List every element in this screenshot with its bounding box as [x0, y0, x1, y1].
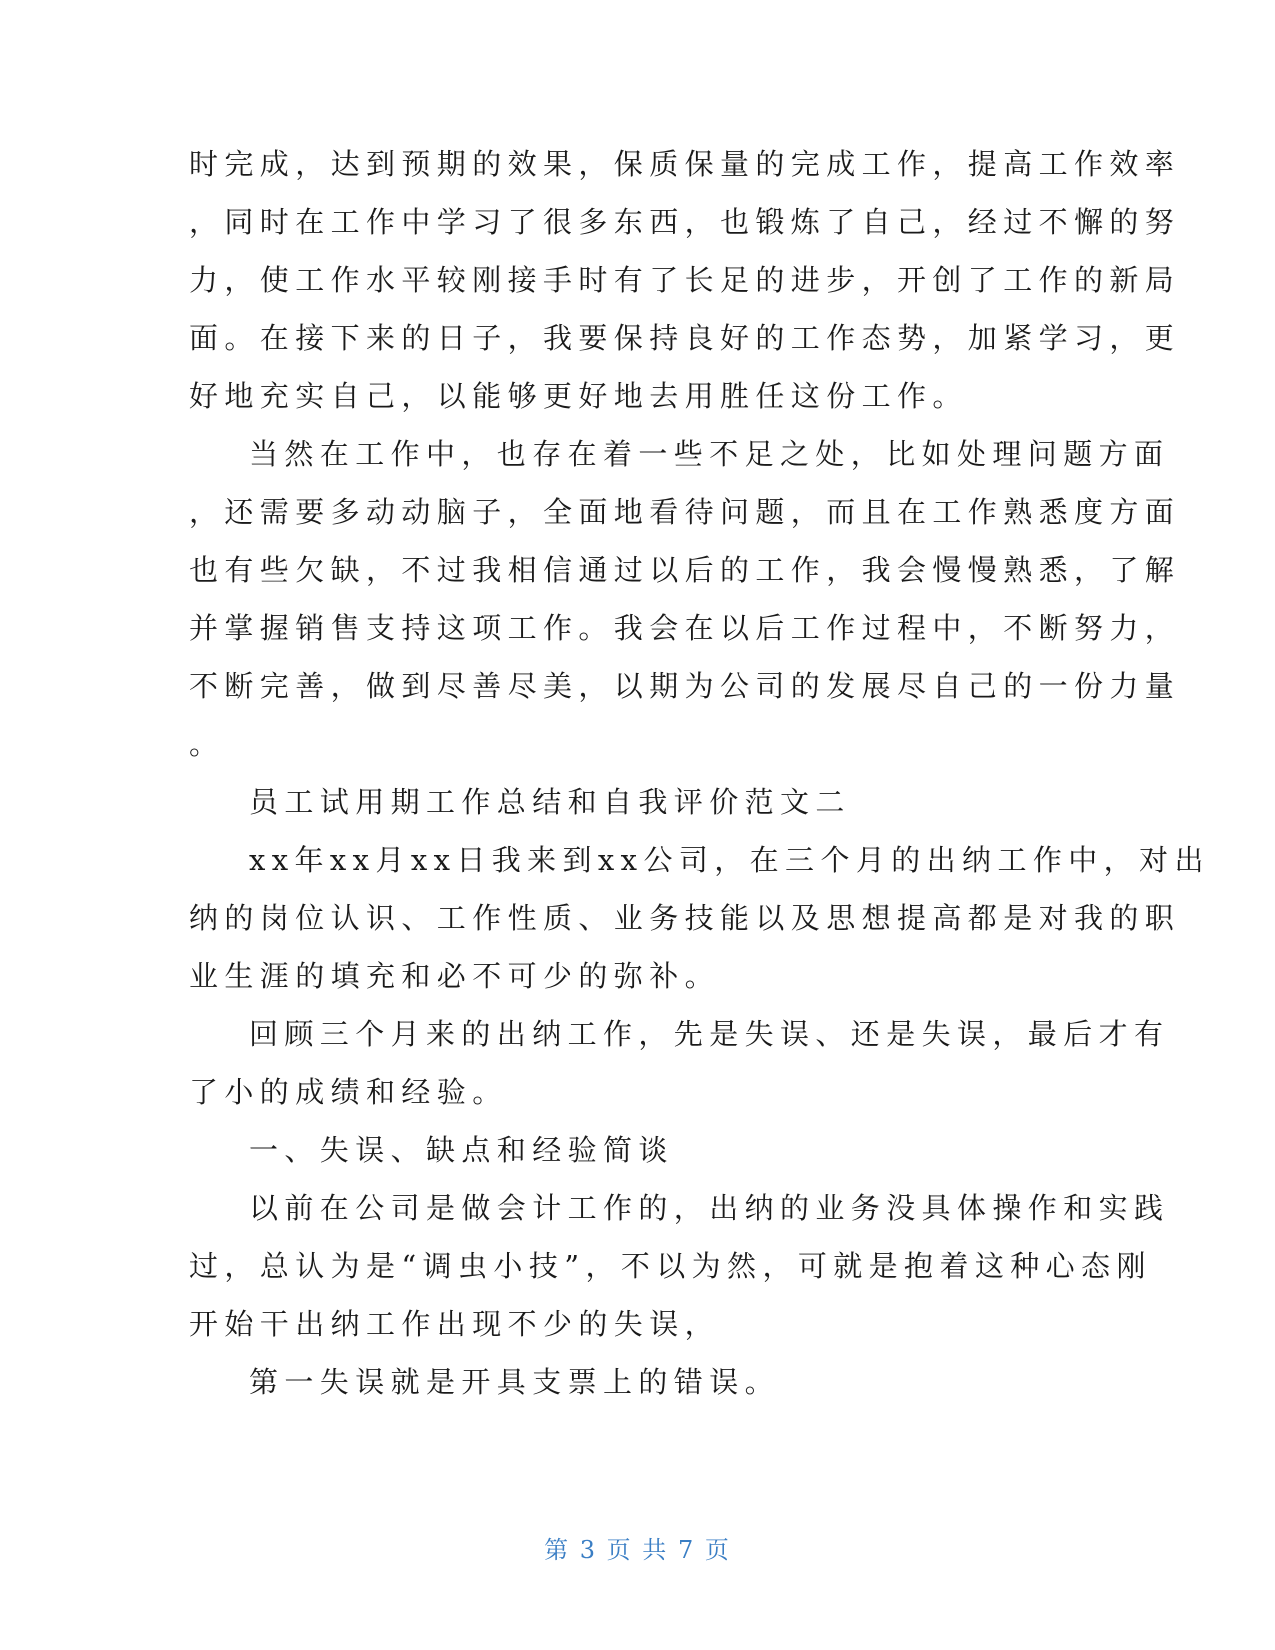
body-line: 纳的岗位认识、工作性质、业务技能以及思想提高都是对我的职: [189, 901, 1181, 935]
body-line: 并掌握销售支持这项工作。我会在以后工作过程中，不断努力，: [189, 611, 1181, 645]
section-title: 员工试用期工作总结和自我评价范文二: [249, 785, 851, 819]
body-line: 过，总认为是“调虫小技”，不以为然，可就是抱着这种心态刚: [189, 1249, 1152, 1283]
body-line: 业生涯的填充和必不可少的弥补。: [189, 959, 721, 993]
body-line: 开始干出纳工作出现不少的失误，: [189, 1307, 721, 1341]
body-line: ，还需要多动动脑子，全面地看待问题，而且在工作熟悉度方面: [189, 495, 1181, 529]
body-line: 了小的成绩和经验。: [189, 1075, 508, 1109]
paragraph-start: 第一失误就是开具支票上的错误。: [249, 1365, 781, 1399]
body-line: 面。在接下来的日子，我要保持良好的工作态势，加紧学习，更: [189, 321, 1181, 355]
body-line: 不断完善，做到尽善尽美，以期为公司的发展尽自己的一份力量: [189, 669, 1181, 703]
body-line: ，同时在工作中学习了很多东西，也锻炼了自己，经过不懈的努: [189, 205, 1181, 239]
body-line: 。: [189, 727, 225, 761]
paragraph-start: 当然在工作中，也存在着一些不足之处，比如处理问题方面: [249, 437, 1170, 471]
page-number-label: 第 3 页 共 7 页: [544, 1536, 731, 1564]
paragraph-start: 以前在公司是做会计工作的，出纳的业务没具体操作和实践: [249, 1191, 1170, 1225]
page-footer: [0, 1530, 1275, 1565]
paragraph-start: 回顾三个月来的出纳工作，先是失误、还是失误，最后才有: [249, 1017, 1170, 1051]
paragraph-start: xx年xx月xx日我来到xx公司，在三个月的出纳工作中，对出: [249, 843, 1210, 877]
body-line: 好地充实自己，以能够更好地去用胜任这份工作。: [189, 379, 968, 413]
body-line: 也有些欠缺，不过我相信通过以后的工作，我会慢慢熟悉，了解: [189, 553, 1181, 587]
subheading: 一、失误、缺点和经验简谈: [249, 1133, 674, 1167]
body-line: 力，使工作水平较刚接手时有了长足的进步，开创了工作的新局: [189, 263, 1181, 297]
body-line: 时完成，达到预期的效果，保质保量的完成工作，提高工作效率: [189, 147, 1181, 181]
